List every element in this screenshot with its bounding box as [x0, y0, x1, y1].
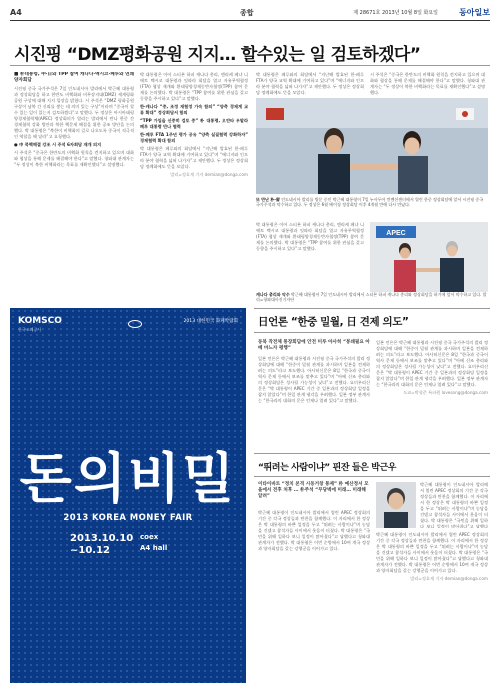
article1-byline: 발리=정호재 기자 demian@donga.com: [170, 172, 248, 177]
article2-column-2: [376, 340, 488, 448]
article2-sublead: 동북 작전체 통장회담에 안전 미루 아사히 “봉쇄필요 아베 마느자 평행”: [258, 340, 370, 351]
article1-body-4: 시 주석은 “중국은 한반도의 비핵화 원칙을 견지하고 있으며 대화와 협상을 통해 문제를 해결해야 한다”고 말했다. 청와대 관계자는 “두 정상이 북한 비핵화라는 목표를 재확인했다”고 설명했다.: [370, 72, 485, 95]
newspaper-logo: 동아일보: [459, 8, 490, 17]
flag-china-icon: [266, 108, 284, 120]
ad-venue: coex: [140, 533, 159, 541]
issue-date: 제 28671호 2013년 10월 8일 화요일: [353, 10, 438, 16]
article3-sublead: 이타이바트 “정치 본격 시동거창 통제” 朴 예산정서 모을에서 전후 처후 … 朴주석 “무당벽에 미래… 미래해 알려”: [258, 482, 369, 499]
ad-rings-icon: [128, 320, 142, 328]
ad-brand-sub: 한국조폐공사: [18, 327, 42, 332]
article3-body-2: 박근혜 대통령이 인도네시아 발리에서 열린 APEC 정상회의 기간 중 각국 정상들과 만찬을 함께했다. 이 자리에서 한 정상은 박 대통령의 바쁜 일정을 두고 “뛰려는 사람이냐”며 농담을 건넸고 참석자들 사이에서 웃음이 터졌다. 박 대통령은 “국민을 위해 일하다 보니 일정이 많아졌다”고 답했다: [420, 482, 488, 528]
photo-park-xi-handshake: [256, 98, 488, 194]
article3-body-1: 박근혜 대통령이 인도네시아 발리에서 열린 APEC 정상회의 기간 중 각국 정상들과 만찬을 함께했다. 이 자리에서 한 정상은 박 대통령의 바쁜 일정을 두고 “뛰려는 사람이냐”며 농담을 건넸고 참석자들 사이에서 웃음이 터졌다. 박 대통령은 “국민을 위해 일하다 보니 일정이 많아졌다”고 답했다고 청와대 관계자가 전했다. 박 대통령은 이번 순방에서 10여 개국 정상과 양자회담을 갖는 강행군을 이어가고 있다.: [258, 510, 370, 551]
ad-event-name: 2013 대한민국 화폐박람회: [183, 319, 238, 324]
article2-byline: 도쿄=박형준 특파원 lovesong@donga.com: [403, 390, 488, 395]
article3-column-2: [420, 482, 488, 528]
article1-column-1: [14, 72, 134, 300]
photo-canada-illustration: [370, 222, 488, 292]
photo1-caption: [256, 197, 488, 219]
article1-body-3: 박 대통령은 페루와의 회담에서 “지난해 발효된 한·페루 FTA가 양국 교역 확대에 기여하고 있다”며 “에너지와 인프라 분야 협력을 넓혀 나가자”고 제안했다. 두 정상은 정상회담 정례화에도 뜻을 모았다.: [256, 72, 364, 95]
article2-column-1: [258, 356, 370, 448]
article1-subhead-1: ● 中 북핵해결 강조 시 주석 6자회담 재개 의지: [14, 142, 102, 147]
ad-big-title: 돈의비밀: [19, 446, 237, 510]
photo1-caption-text: 인도네시아 발리를 방문 중인 박근혜 대통령이 7일 누사두아 컨벤션센터에서 열린 한중 정상회담에 앞서 시진핑 중국 국가주석과 악수하고 있다. 두 정상은 6월 베이징 정상회담 이후 4개월 만에 다시 만났다.: [256, 197, 484, 208]
ad-date-end: ~10.12: [70, 545, 111, 556]
main-headline: 시진핑 “DMZ평화공원 지지… 할수있는 일 검토하겠다”: [14, 45, 421, 65]
article1-body-1: 시진핑 중국 국가주석은 7일 인도네시아 발리에서 박근혜 대통령과 정상회담을 하고 한반도 비핵화와 비무장지대(DMZ) 세계평화공원 구상에 대해 지지 입장을 밝혔다. 시 주석은 “DMZ 평화공원 구상이 남북 간 신뢰를 쌓는 데 의미 있는 구상”이라며 “중국이 할 수 있는 일이 있는지 검토하겠다”고 말했다. 두 정상은 아시아태평양경제협력체(APEC) 정상회의가 열리는 발리에서 만나 한중 간 경제협력 강화 방안과 북한 핵문제 해결을 위한 공조 방안을 논의했다. 박 대통령은 “북한이 비핵화의 길로 나오도록 중국이 적극적인 역할을 해 달라”고 요청했다.: [14, 86, 134, 139]
article3-top-rule: [254, 453, 490, 454]
article1-subhead-4: 한·페루 FTA 1주년 평가 공유 “양측 실질협력 강화하자” 경제협력 확대 합의: [140, 132, 248, 143]
page-header: [10, 6, 490, 20]
article1-subhead-2: 한·캐나다 “중, 조정 재협정 가속 합의” “양측 경제계 교류 확대” 정상회담서 합의: [140, 104, 248, 115]
ad-dates: [70, 533, 133, 557]
apec-sign: APEC: [386, 230, 406, 237]
article3-column-3: [376, 532, 488, 682]
article2-body-1: 일본 언론은 박근혜 대통령과 시진핑 중국 국가주석의 발리 정상회담에 대해 “한중이 밀월 관계를 과시하며 일본을 견제하려는 의도”라고 보도했다. 아사히신문은 8일 “한국과 중국이 역사 문제 등에서 보조를 맞추고 있다”며 “아베 신조 총리와의 정상회담은 성사될 가능성이 낮다”고 전했다. 요미우리신문은 “박 대통령이 APEC 기간 중 일본과의 정상회담 일정을 잡지 않았다”며 한일 관계 냉각을 우려했다. 일본 정부 관계자는 “한국과의 대화의 문은 언제나 열려 있다”고 말했다.: [258, 356, 370, 403]
article2-body-2: 일본 언론은 박근혜 대통령과 시진핑 중국 국가주석의 발리 정상회담에 대해 “한중이 밀월 관계를 과시하며 일본을 견제하려는 의도”라고 보도했다. 아사히신문은 8일 “한국과 중국이 역사 문제 등에서 보조를 맞추고 있다”며 “아베 신조 총리와의 정상회담은 성사될 가능성이 낮다”고 전했다. 요미우리신문은 “박 대통령이 APEC 기간 중 일본과의 정상회담 일정을 잡지 않았다”며 한일 관계 냉각을 우려했다. 일본 정부 관계자는 “한국과의 대화의 문은 언제나 열려 있다”고 말했다.: [376, 340, 488, 387]
ad-date-start: 2013.10.10: [70, 533, 134, 544]
headline-rule: [10, 65, 490, 66]
article2-headline: 日언론 “한중 밀월, 日 견제 의도”: [258, 316, 409, 328]
portrait-illustration: [376, 482, 416, 528]
article1-body-2: 박 대통령은 이어 스티븐 하퍼 캐나다 총리, 엔리케 페냐 니에토 멕시코 대통령과 잇따라 회담을 열고 자유무역협정(FTA) 협상 재개와 환태평양경제동반자협정(TPP) 참여 문제를 논의했다. 박 대통령은 “TPP 참여를 위한 관심을 갖고 동향을 주시하고 있다”고 말했다.: [140, 72, 248, 101]
article1-lead: ■ 朴대통령, 中·日와 TPP 참여 캐나다·멕시코·페루와 연쇄 양자회담: [14, 72, 134, 83]
page-number: A4: [10, 8, 22, 17]
header-rule: [10, 20, 490, 21]
article3-portrait: [376, 482, 416, 528]
photo1-caption-title: 또 만난 朴·習: [256, 197, 280, 202]
photo-park-xi-illustration: [256, 98, 488, 194]
ad-fair-name: 2013 KOREA MONEY FAIR: [63, 513, 193, 523]
article3-column-1: [258, 510, 370, 682]
photo2-caption-text: 박근혜 대통령이 7일 인도네시아 발리에서 스티븐 하퍼 캐나다 총리와 정상회담을 하기에 앞서 악수하고 있다. 발리=청와대사진기자단: [256, 292, 487, 303]
ad-brand: KOMSCO: [18, 316, 62, 326]
article3-headline-rule: [254, 476, 490, 477]
photo2-caption-title: 캐나다 총리와 악수: [256, 292, 290, 297]
section-name: 종합: [240, 9, 254, 17]
komsco-money-fair-ad[interactable]: [10, 308, 246, 683]
article1-body-2b: 박 대통령은 페루와의 회담에서 “지난해 발효된 한·페루 FTA가 양국 교역 확대에 기여하고 있다”며 “에너지와 인프라 분야 협력을 넓혀 나가자”고 제안했다. 두 정상은 정상회담 정례화에도 뜻을 모았다.: [140, 146, 248, 169]
article3-byline: 발리=정호재 기자 demian@donga.com: [410, 576, 488, 581]
article3-body-3: 박근혜 대통령이 인도네시아 발리에서 열린 APEC 정상회의 기간 중 각국 정상들과 만찬을 함께했다. 이 자리에서 한 정상은 박 대통령의 바쁜 일정을 두고 “뛰려는 사람이냐”며 농담을 건넸고 참석자들 사이에서 웃음이 터졌다. 박 대통령은 “국민을 위해 일하다 보니 일정이 많아졌다”고 답했다고 청와대 관계자가 전했다. 박 대통령은 이번 순방에서 10여 개국 정상과 양자회담을 갖는 강행군을 이어가고 있다.: [376, 532, 488, 573]
ad-hall: A4 hall: [140, 544, 168, 552]
article1-column-3-lower: [256, 222, 364, 292]
article2-top-rule: [254, 308, 490, 309]
article3-headline: “뛰려는 사람이냐” 핀잔 들은 박근우: [258, 463, 397, 473]
article1-body-3-lower: 박 대통령은 이어 스티븐 하퍼 캐나다 총리, 엔리케 페냐 니에토 멕시코 대통령과 잇따라 회담을 열고 자유무역협정(FTA) 협상 재개와 환태평양경제동반자협정(TPP) 참여 문제를 논의했다. 박 대통령은 “TPP 참여를 위한 관심을 갖고 동향을 주시하고 있다”고 말했다.: [256, 222, 364, 251]
article1-column-2: [140, 72, 248, 300]
photo-canada-handshake: [370, 222, 488, 292]
article1-subhead-3: “TPP 가입을 신중히 검토 중” 朴 대통령, 오얀타 우말라 페루 대통령 만나 협력: [140, 118, 248, 129]
photo2-caption: [256, 292, 488, 304]
article2-headline-rule: [254, 332, 490, 333]
article1-body-1b: 시 주석은 “중국은 한반도의 비핵화 원칙을 견지하고 있으며 대화와 협상을 통해 문제를 해결해야 한다”고 말했다. 청와대 관계자는 “두 정상이 북한 비핵화라는 목표를 재확인했다”고 설명했다.: [14, 150, 134, 167]
